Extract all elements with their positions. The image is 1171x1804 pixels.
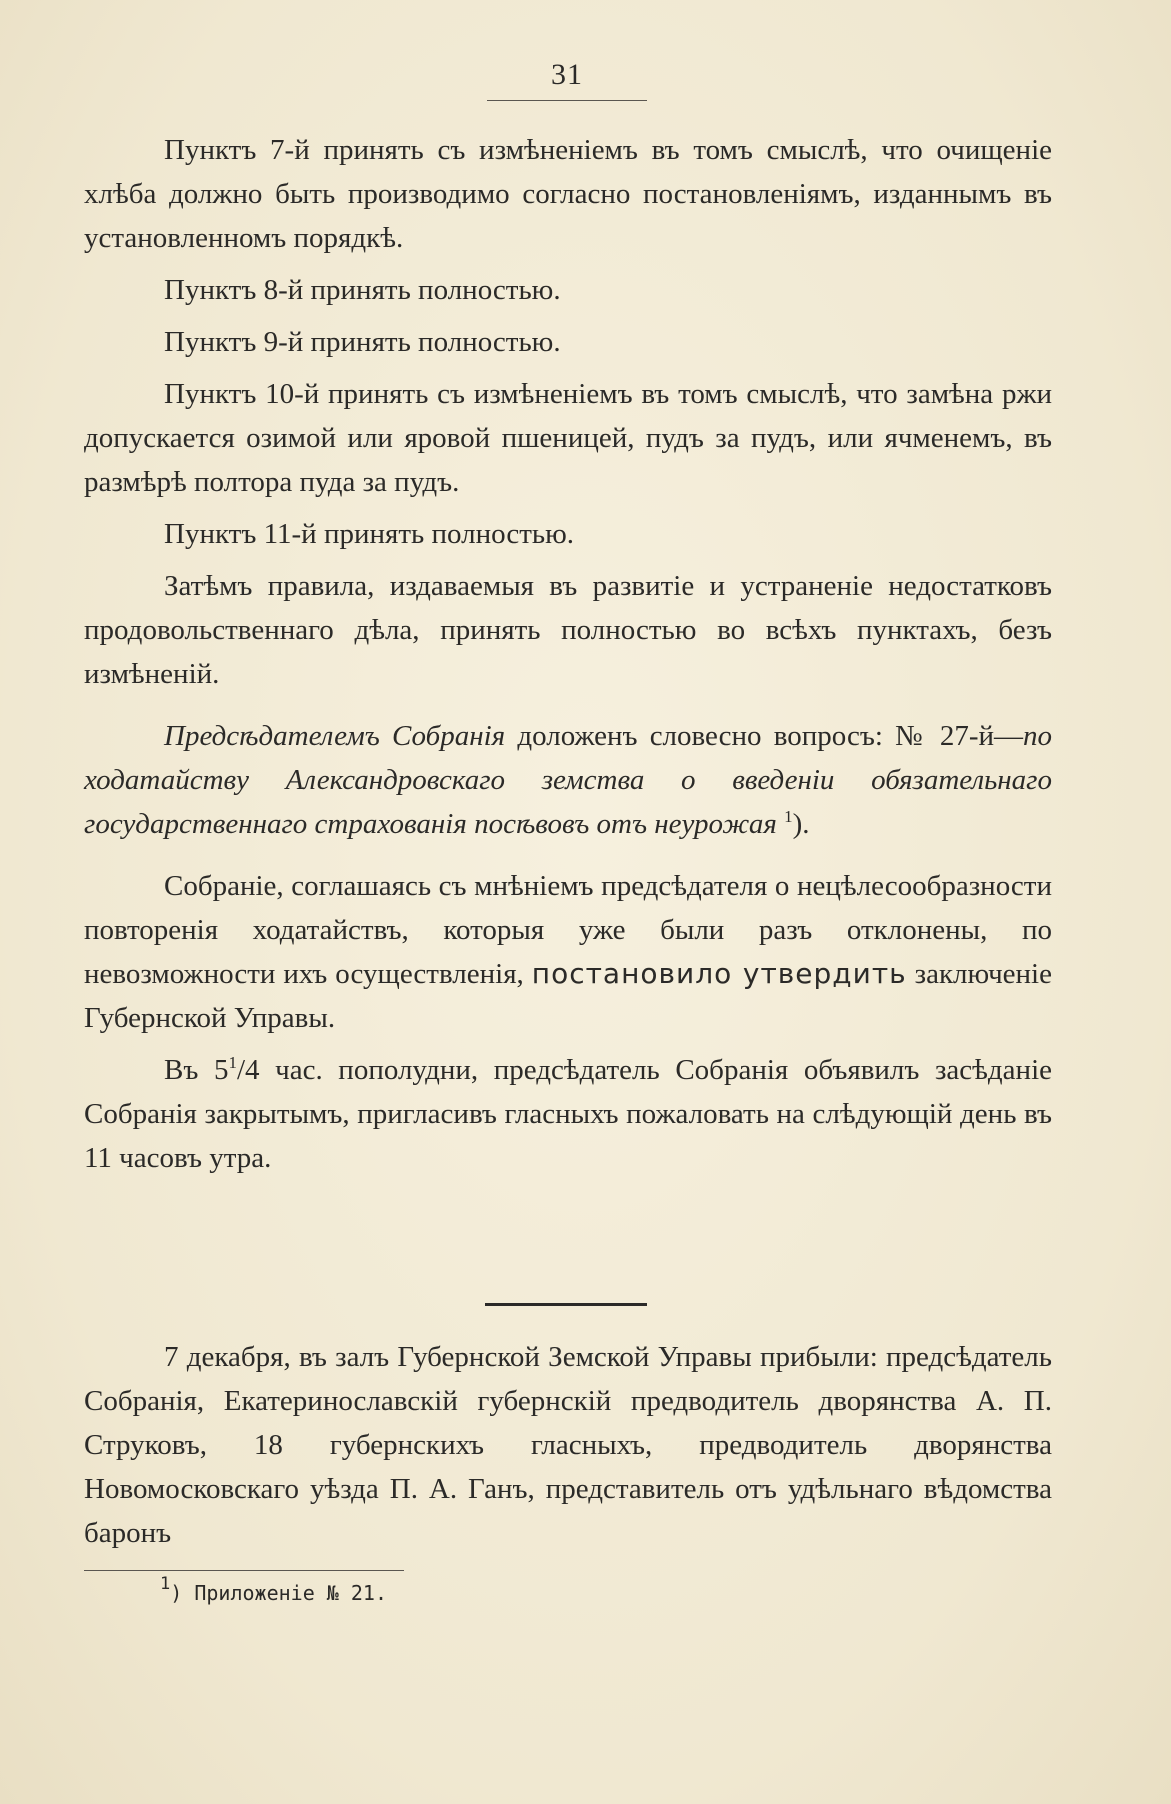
paragraph-point-9: Пунктъ 9-й принять полностью. <box>164 326 561 358</box>
footnote-ref: 1 <box>784 807 793 826</box>
chairman-lead: Предсѣдателемъ Собранія <box>164 720 506 752</box>
footnote-rule <box>84 1570 404 1571</box>
paragraph-question-27 <box>84 714 1052 846</box>
body-text-upper <box>84 128 1052 1180</box>
decision-emphasis: постановило утвердить <box>531 957 907 990</box>
section-separator <box>485 1303 647 1306</box>
footnote-mark: 1 <box>160 1574 171 1594</box>
question-text: доложенъ словесно вопросъ: № 27-й— <box>505 720 1024 752</box>
page-number: 31 <box>551 58 583 91</box>
footnote-text: ) Приложеніе № 21. <box>170 1581 387 1605</box>
question-title: по ходатайству Александровскаго земства о введеніи обязательнаго государственнаго страхованія посѣвовъ отъ неурожая <box>84 720 1053 840</box>
paragraph-point-10: Пунктъ 10-й принять съ измѣненіемъ въ томъ смыслѣ, что замѣна ржи допускается озимой или яровой пшеницей, пудъ за пудъ, или ячменемъ, въ размѣрѣ полтора пуда за пудъ. <box>84 378 1052 498</box>
question-end: ). <box>792 808 810 840</box>
paragraph-rules: Затѣмъ правила, издаваемыя въ развитіе и устраненіе недостатковъ продовольственнаго дѣла, принять полностью во всѣхъ пунктахъ, безъ измѣненій. <box>84 570 1052 690</box>
footnote <box>160 1574 660 1608</box>
decision-end: заключеніе Губернской Управы. <box>84 958 1052 1034</box>
paragraph-point-11: Пунктъ 11-й принять полностью. <box>164 518 575 550</box>
paragraph-december-7: 7 декабря, въ залъ Губернской Земской Управы прибыли: предсѣдатель Собранія, Екатеринославскій губернскій предводитель дворянства А. П. Струковъ, 18 губернскихъ гласныхъ, предводитель дворянства Новомосковскаго уѣзда П. А. Ганъ, представитель отъ удѣльнаго вѣдомства баронъ <box>84 1341 1052 1549</box>
decision-text: Собраніе, соглашаясь съ мнѣніемъ предсѣдателя о нецѣлесообразности повторенія ходатайствъ, которыя уже были разъ отклонены, по невозможности ихъ осуществленія, <box>84 870 1052 990</box>
closing-text: /4 час. пополудни, предсѣдатель Собранія объявилъ засѣданіе Собранія закрытымъ, пригласивъ гласныхъ пожаловать на слѣдующій день въ 11 часовъ утра. <box>84 1054 1053 1174</box>
paragraph-decision <box>84 864 1052 1040</box>
closing-time: Въ 5 <box>164 1054 229 1086</box>
paragraph-point-7: Пунктъ 7-й принять съ измѣненіемъ въ томъ смыслѣ, что очищеніе хлѣба должно быть производимо согласно постановленіямъ, изданнымъ въ установленномъ порядкѣ. <box>84 134 1052 254</box>
paragraph-point-8: Пунктъ 8-й принять полностью. <box>164 274 561 306</box>
time-superscript: 1 <box>228 1053 237 1072</box>
header-rule <box>487 100 647 101</box>
paragraph-closing <box>84 1048 1052 1180</box>
body-text-lower <box>84 1335 1052 1555</box>
